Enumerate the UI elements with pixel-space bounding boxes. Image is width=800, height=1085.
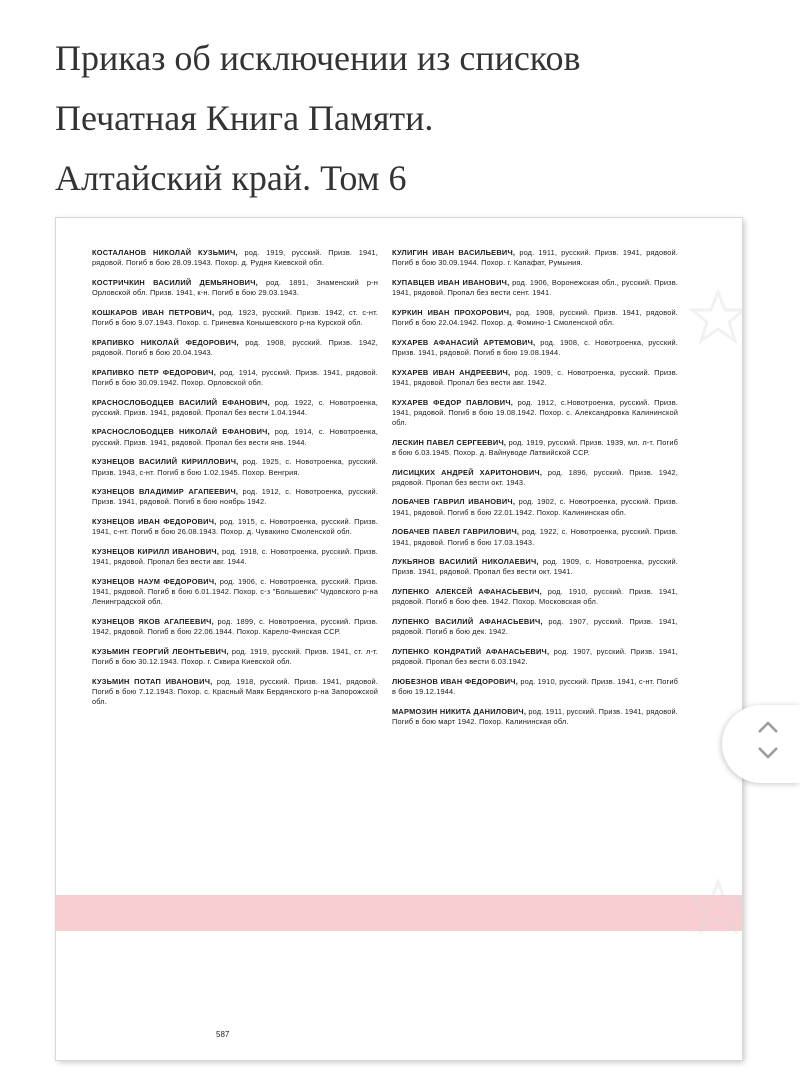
entry-details: род. 1918, с. Новотроенка, русский. Призв. 1941, рядовой. Пропал без вести авг. 1944. [92,547,378,567]
chevron-down-icon[interactable] [756,745,780,761]
memorial-entry [92,547,378,567]
entry-name: КУРКИН ИВАН ПРОХОРОВИЧ, [392,307,512,317]
entry-details: род. 1907, русский. Призв. 1941, рядовой. Пропал без вести 6.03.1942. [392,646,678,667]
entry-name: КРАПИВКО ПЕТР ФЕДОРОВИЧ, [92,367,217,377]
memorial-entry [92,577,378,608]
memorial-entry [392,438,678,458]
entry-details: род. 1918, русский. Призв. 1941, рядовой. Погиб в бою 7.12.1943. Похор. с. Красный Маяк Бердянского р-на Запорожской обл. [92,676,378,707]
entry-name: КУЗЬМИН ГЕОРГИЙ ЛЕОНТЬЕВИЧ, [92,646,229,656]
memorial-entry [392,527,678,547]
highlight-band [56,895,742,931]
entry-details: род. 1922, с. Новотроенка, русский. Призв. 1941, рядовой. Пропал без вести 1.04.1944. [92,397,378,417]
memorial-entry [92,248,378,268]
entry-details: род. 1906, с. Новотроенка, русский. Призв. 1941, рядовой. Погиб в бою 6.01.1942. Похор. с-з "Большевик" Чудовского р-на Ленинградской обл. [92,576,378,607]
entry-name: ЛОБАЧЕВ ПАВЕЛ ГАВРИЛОВИЧ, [392,527,520,537]
title-line-1: Приказ об исключении из списков [55,38,581,78]
watermark-logo-icon [688,878,742,938]
entry-name: КРАПИВКО НИКОЛАЙ ФЕДОРОВИЧ, [92,337,239,347]
page-number: 587 [216,1030,230,1039]
memorial-entry [92,457,378,477]
entry-details: род. 1902, с. Новотроенка, русский. Призв. 1941, рядовой. Погиб в бою 22.01.1942. Похор. Калининская обл. [392,497,678,517]
entry-details: род. 1908, русский. Призв. 1941, рядовой. Погиб в бою 22.04.1942. Похор. д. Фомино-1 Смоленской обл. [392,307,678,328]
entry-name: ЛОБАЧЕВ ГАВРИЛ ИВАНОВИЧ, [392,497,516,507]
document-scan [56,218,742,1060]
memorial-entry [392,368,678,388]
memorial-entry [392,617,678,637]
entry-details: род. 1908, русский. Призв. 1942, рядовой. Погиб в бою 20.04.1943. [92,337,378,357]
entry-details: род. 1908, с. Новотроенка, русский. Призв. 1941, рядовой. Погиб в бою 19.08.1944. [392,337,678,357]
entry-details: род. 1907, русский. Призв. 1941, рядовой. Погиб в бою дек. 1942. [392,617,679,637]
entry-name: КРАСНОСЛОБОДЦЕВ ВАСИЛИЙ ЕФАНОВИЧ, [92,397,270,407]
memorial-entry [92,427,378,447]
entry-name: ЛУПЕНКО АЛЕКСЕЙ АФАНАСЬЕВИЧ, [392,587,542,597]
entry-name: ЛИСИЦКИХ АНДРЕЙ ХАРИТОНОВИЧ, [392,467,543,477]
memorial-entry [392,338,678,358]
memorial-entry [392,587,678,607]
memorial-entry [392,248,678,268]
entry-name: КУПАВЦЕВ ИВАН ИВАНОВИЧ, [392,277,510,287]
memorial-entry [92,368,378,388]
entry-details: род. 1899, с. Новотроенка, русский. Призв. 1942, рядовой. Погиб в бою 22.06.1944. Похор. Карело-Финская ССР. [92,617,378,637]
entry-details: род. 1906, Воронежская обл., русский. Призв. 1941, рядовой. Пропал без вести сент. 1941. [392,277,678,298]
entry-name: КУЗНЕЦОВ ЯКОВ АГАПЕЕВИЧ, [92,617,214,627]
entry-details: род. 1911, русский. Призв. 1941, рядовой. Погиб в бою март 1942. Похор. Калининская обл. [392,706,678,726]
title-line-3: Алтайский край. Том 6 [55,158,407,198]
entry-details: род. 1919, русский. Призв. 1941, ст. л-т. Погиб в бою 30.12.1943. Похор. г. Сквира Киевской обл. [92,646,378,667]
entry-details: род. 1912, с. Новотроенка, русский. Призв. 1941, рядовой. Погиб в бою ноябрь 1942. [92,487,378,507]
entry-name: КУЗНЕЦОВ ВЛАДИМИР АГАПЕЕВИЧ, [92,487,239,497]
chevron-up-icon[interactable] [756,719,780,735]
entry-details: род. 1909, с. Новотроенка, русский. Призв. 1941, рядовой. Пропал без вести окт. 1941. [392,557,678,577]
entry-name: КУЗНЕЦОВ НАУМ ФЕДОРОВИЧ, [92,576,217,586]
entry-name: КУЗНЕЦОВ ИВАН ФЕДОРОВИЧ, [92,517,217,527]
entry-details: род. 1896, русский. Призв. 1942, рядовой. Пропал без вести окт. 1943. [392,467,678,487]
memorial-entry [92,278,378,298]
entry-name: КОШКАРОВ ИВАН ПЕТРОВИЧ, [92,307,215,317]
entry-details: род. 1909, с. Новотроенка, русский. Призв. 1941, рядовой. Пропал без вести авг. 1942. [392,367,678,387]
entry-name: КУХАРЕВ ИВАН АНДРЕЕВИЧ, [392,367,511,377]
entry-name: ЛЕСКИН ПАВЕЛ СЕРГЕЕВИЧ, [392,437,507,447]
entry-name: ЛЮБЕЗНОВ ИВАН ФЕДОРОВИЧ, [392,676,519,686]
memorial-entry [392,707,678,727]
memorial-entry [392,557,678,577]
scroll-nav-button[interactable] [722,705,800,783]
entry-name: МАРМОЗИН НИКИТА ДАНИЛОВИЧ, [392,706,527,716]
left-column [92,248,378,717]
entry-details: род. 1919, русский. Призв. 1939, мл. л-т. Погиб в бою 6.03.1945. Похор. д. Вайнуводе Латвийской ССР. [392,437,678,457]
memorial-entry [92,647,378,667]
entry-name: КУЛИГИН ИВАН ВАСИЛЬЕВИЧ, [392,248,516,257]
title-line-2: Печатная Книга Памяти. [55,98,434,138]
entry-details: род. 1912, с.Новотроенка, русский. Призв. 1941, рядовой. Погиб в бою 19.08.1942. Похор. с. Александровка Калининской обл. [392,397,678,427]
entry-name: КУХАРЕВ ФЕДОР ПАВЛОВИЧ, [392,397,514,407]
entry-details: род. 1922, с. Новотроенка, русский. Призв. 1941, рядовой. Погиб в бою 17.03.1943. [392,527,678,547]
entry-name: ЛУКЬЯНОВ ВАСИЛИЙ НИКОЛАЕВИЧ, [392,557,539,567]
memorial-entry [92,398,378,418]
page-title [55,28,755,208]
entry-name: ЛУПЕНКО ВАСИЛИЙ АФАНАСЬЕВИЧ, [392,617,543,627]
entry-details: род. 1910, русский. Призв. 1941, рядовой. Погиб в бою фев. 1942. Похор. Московская обл. [392,587,678,607]
entry-details: род. 1911, русский. Призв. 1941, рядовой. Погиб в бою 30.09.1944. Похор. г. Капафат, Румыния. [392,248,678,268]
memorial-entry [392,497,678,517]
memorial-entry [92,617,378,637]
memorial-entry [392,308,678,328]
entry-details: род. 1915, с. Новотроенка, русский. Призв. 1941, с-нт. Погиб в бою 26.08.1943. Похор. д. Чувакино Смоленской обл. [92,517,378,537]
memorial-entry [92,338,378,358]
memorial-entry [392,278,678,298]
memorial-entry [392,468,678,488]
memorial-entry [392,398,678,429]
entry-name: КУЗНЕЦОВ КИРИЛЛ ИВАНОВИЧ, [92,547,220,557]
memorial-entry [92,487,378,507]
memorial-entry [92,677,378,708]
entry-name: КУЗЬМИН ПОТАП ИВАНОВИЧ, [92,676,213,686]
entry-name: КУХАРЕВ АФАНАСИЙ АРТЕМОВИЧ, [392,337,536,347]
memorial-entry [392,677,678,697]
watermark-logo-icon [688,288,742,348]
entry-name: ЛУПЕНКО КОНДРАТИЙ АФАНАСЬЕВИЧ, [392,646,550,656]
entry-name: КРАСНОСЛОБОДЦЕВ НИКОЛАЙ ЕФАНОВИЧ, [92,427,270,437]
entry-details: род. 1925, с. Новотроенка, русский. Призв. 1943, с-нт. Погиб в бою 1.02.1945. Похор. Венгрия. [92,457,378,477]
entry-name: КУЗНЕЦОВ ВАСИЛИЙ КИРИЛЛОВИЧ, [92,457,239,467]
entry-details: род. 1919, русский. Призв. 1941, рядовой. Погиб в бою 28.09.1943. Похор. д. Рудня Киевской обл. [92,248,378,268]
entry-details: род. 1914, русский. Призв. 1941, рядовой. Погиб в бою 30.09.1942. Похор. Орловской обл. [92,367,378,387]
entry-details: род. 1923, русский. Призв. 1942, ст. с-нт. Погиб в бою 9.07.1943. Похор. с. Гриневка Конышевского р-на Курской обл. [92,307,378,328]
memorial-entry [392,647,678,667]
entry-name: КОСТРИЧКИН ВАСИЛИЙ ДЕМЬЯНОВИЧ, [92,277,258,287]
entry-details: род. 1891, Знаменский р-н Орловской обл. Призв. 1941, к-н. Погиб в бою 29.03.1943. [92,277,378,298]
entry-details: род. 1914, с. Новотроенка, русский. Призв. 1941, рядовой. Пропал без вести янв. 1944. [92,427,378,447]
memorial-entry [92,517,378,537]
memorial-entry [92,308,378,328]
entry-details: род. 1910, русский. Призв. 1941, с-нт. Погиб в бою 19.12.1944. [392,676,678,697]
entry-name: КОСТАЛАНОВ НИКОЛАЙ КУЗЬМИЧ, [92,248,238,257]
right-column [392,248,678,737]
